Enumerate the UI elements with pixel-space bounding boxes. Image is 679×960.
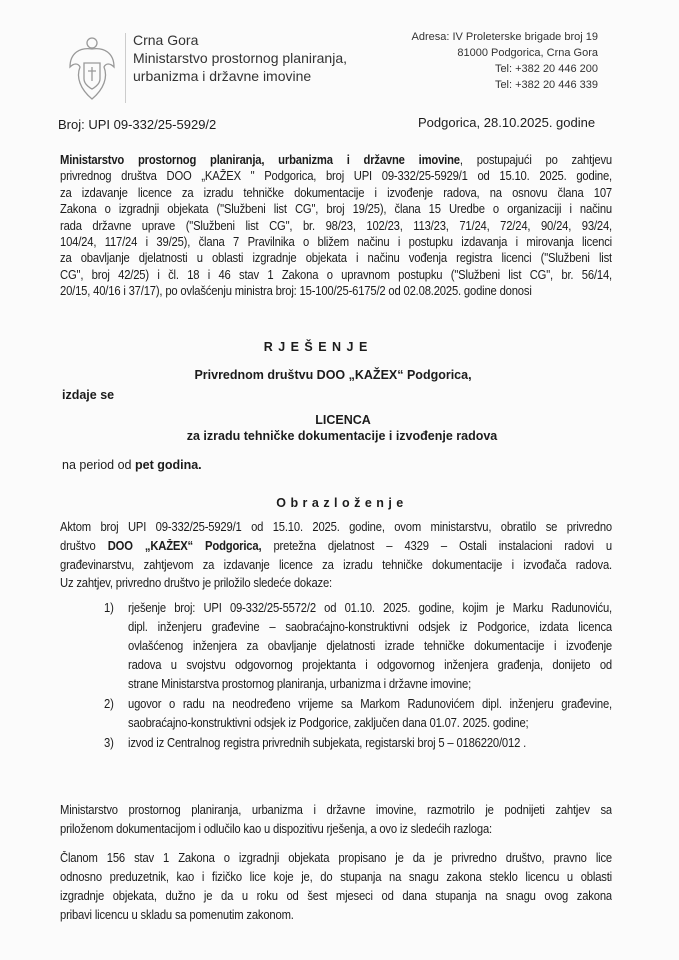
text-line <box>60 219 612 235</box>
decision-issues: izdaje se <box>62 388 115 402</box>
text-line <box>60 153 612 169</box>
license-title: LICENCA <box>315 413 371 427</box>
list-number: 2) <box>104 697 114 711</box>
text-line <box>60 803 612 819</box>
text-segment: 104/24, 117/24 i 39/25), člana 7 Pravilnika o bližem načinu i postupku izdavanja i mirovanja licenci <box>60 235 612 249</box>
text-line <box>60 908 612 922</box>
text-segment: građevinarstvu, zahtjevom za izdavanje licence za izradu tehničke dokumentacije i izvođača radova. <box>60 557 612 572</box>
phone-line: Tel: +382 20 446 339 <box>494 79 598 91</box>
reference-number: Broj: UPI 09-332/25-5929/2 <box>58 117 217 132</box>
list-item-line: dipl. inženjeru građevine – saobraćajno-konstruktivni odsjek iz Podgorice, izdata licenca <box>128 620 612 634</box>
decision-title: R J E Š E N J E <box>263 340 369 354</box>
text-segment: Članom 156 stav 1 Zakona o izgradnji objekata propisano je da je privredno društvo, pravno lice <box>60 851 612 865</box>
text-line <box>60 576 612 590</box>
text-segment: pribavi licencu u skladu sa pomenutim zakonom. <box>60 908 294 922</box>
country-name: Crna Gora <box>133 32 199 48</box>
list-item-line: ugovor o radu na neodređeno vrijeme sa Markom Radunovićem dipl. inženjeru građevine, <box>128 697 612 711</box>
text-segment: za obavljanje djelatnosti u oblasti izgradnje objekata i načinu vođenja registra licenci ("Službeni list <box>60 251 612 266</box>
text-segment: privrednog društva DOO „KAŽEX " Podgorica, broj UPI 09-332/25-5929/1 od 15.10. 2025. godine, <box>60 169 612 184</box>
text-line <box>60 186 612 202</box>
text-line <box>60 520 612 536</box>
list-item-line: strane Ministarstva prostornog planiranja, urbanizma i državne imovine; <box>128 677 472 691</box>
bold-text: DOO „KAŽEX“ Podgorica, <box>107 538 262 553</box>
text-segment: Uz zahtjev, privredno društvo je priložilo sledeće dokaze: <box>60 576 332 591</box>
decision-recipient: Privrednom društvu DOO „KAŽEX“ Podgorica, <box>194 368 472 382</box>
text-line <box>60 539 612 555</box>
text-segment: društvo <box>60 538 108 553</box>
address-block <box>412 29 599 93</box>
license-period <box>62 458 202 472</box>
text-line <box>60 822 612 836</box>
bold-text: Ministarstvo prostornog planiranja, urbanizma i državne imovine <box>60 153 460 167</box>
phone-line: Tel: +382 20 446 200 <box>494 63 598 75</box>
text-line <box>60 169 612 185</box>
list-item-line: saobraćajno-konstruktivni odsjek iz Podgorice, zaključen dana 01.07. 2025. godine; <box>128 716 529 730</box>
text-line <box>60 889 612 905</box>
header-divider <box>125 33 126 103</box>
license-subtitle: za izradu tehničke dokumentacije i izvođenje radova <box>186 429 498 443</box>
text-line <box>60 284 612 298</box>
text-segment: izgradnje objekata, dužno je da u roku od šest mjeseci od dana stupanja na snagu ovog zakona <box>60 889 612 903</box>
list-item-line: rješenje broj: UPI 09-332/25-5572/2 od 01.10. 2025. godine, kojim je Marku Radunoviću, <box>128 601 612 615</box>
list-number: 3) <box>104 736 114 750</box>
text-segment: odnosno preduzetnik, kao i fizičko lice koje je, do stupanja na snagu zakona steklo licencu u oblasti <box>60 870 612 884</box>
text-segment: Zakona o izgradnji objekata ("Službeni list CG", broj 19/25), člana 15 Uredbe o organizaciji i načinu <box>60 202 612 217</box>
ministry-name-line2: urbanizma i državne imovine <box>133 68 312 84</box>
text-line <box>60 870 612 886</box>
period-value: pet godina. <box>134 458 202 472</box>
list-item-line: radova u svojstvu odgovornog projektanta i odgovornog inženjera građenja, donijeto od <box>128 658 612 672</box>
place-date: Podgorica, 28.10.2025. godine <box>418 115 596 130</box>
reasoning-title: O b r a z l o ž e n j e <box>276 496 404 510</box>
ministry-name-line1: Ministarstvo prostornog planiranja, <box>133 50 347 66</box>
text-segment: Ministarstvo prostornog planiranja, urbanizma i državne imovine, razmotrilo je podnijeti zahtjev sa <box>60 803 612 817</box>
text-segment: priloženom dokumentacijom i odlučilo kao u dispozitivu rješenja, a ovo iz sledećih razloga: <box>60 822 492 836</box>
text-segment: pretežna djelatnost – 4329 – Ostali instalacioni radovi u <box>261 538 612 553</box>
list-item-line: izvod iz Centralnog registra privrednih subjekata, registarski broj 5 – 0186220/012 . <box>128 736 527 750</box>
address-line: Adresa: IV Proleterske brigade broj 19 <box>411 31 598 43</box>
text-segment: , postupajući po zahtjevu <box>459 153 612 167</box>
address-line: 81000 Podgorica, Crna Gora <box>457 47 598 59</box>
text-line <box>60 235 612 251</box>
text-segment: 20/15, 40/16 i 37/17), po ovlašćenju ministra broj: 15-100/25-6175/2 od 02.08.2025. godine donosi <box>60 284 532 299</box>
text-line <box>60 558 612 574</box>
text-line <box>60 251 612 267</box>
text-segment: Aktom broj UPI 09-332/25-5929/1 od 15.10. 2025. godine, ovom ministarstvu, obratilo se privredno <box>60 520 612 534</box>
coat-of-arms-logo <box>66 33 118 105</box>
text-line <box>60 851 612 867</box>
list-item-line: ovlašćenog inženjera za obavljanje djelatnosti izrade tehničke dokumentacije i izvođenje <box>128 639 612 653</box>
period-prefix: na period od <box>62 458 135 472</box>
text-line <box>60 268 612 284</box>
text-line <box>60 202 612 218</box>
text-segment: rada državne uprave ("Službeni list CG", br. 98/23, 102/23, 113/23, 71/24, 72/24, 90/24, 93/24, <box>60 218 612 233</box>
text-segment: za izdavanje licence za izradu tehničke dokumentacije i izvođenje radova, na osnovu člana 107 <box>60 185 612 200</box>
text-segment: CG", broj 42/25) i čl. 18 i 46 stav 1 Zakona o upravnom postupku ("Službeni list CG", br. 56/14, <box>60 267 612 282</box>
list-number: 1) <box>104 601 114 615</box>
